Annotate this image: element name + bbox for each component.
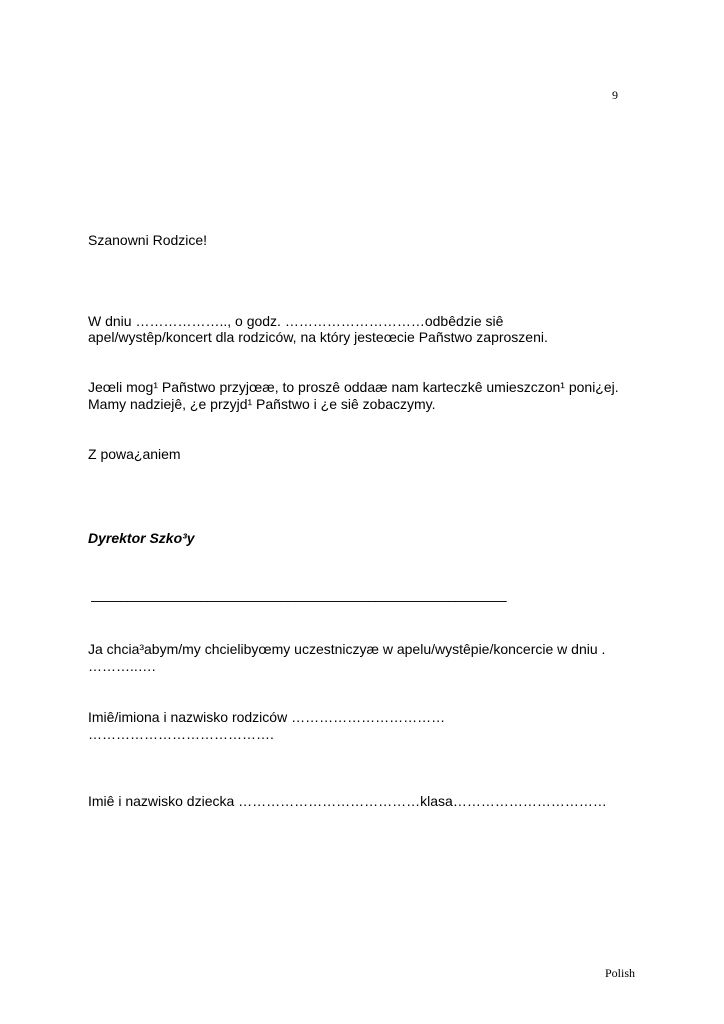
page-number: 9 [612, 88, 618, 102]
invitation-line-2: apel/wystêp/koncert dla rodziców, na który jesteœcie Pañstwo zaproszeni. [88, 329, 548, 345]
attendance-line-2: ………..…. [88, 658, 156, 674]
request-line-2: Mamy nadziejê, ¿e przyjd¹ Pañstwo i ¿e siê zobaczymy. [88, 396, 436, 412]
request-line-1: Jeœli mog¹ Pañstwo przyjœæ, to proszê oddaæ nam karteczkê umieszczon¹ poni¿ej. [88, 379, 619, 395]
child-name-class-line: Imiê i nazwisko dziecka …………………………………klasa…………………………… [88, 793, 607, 809]
footer-language: Polish [605, 966, 636, 980]
attendance-line-1: Ja chcia³abym/my chcielibyœmy uczestniczyæ w apelu/wystêpie/koncercie w dniu . [88, 641, 606, 657]
invitation-line-1: W dniu ……………….., o godz. …………………………odbêdzie siê [88, 313, 504, 329]
cut-line: ––––––––––––––––––––––––––––––––––––––––––––––––––––––––– [91, 592, 507, 608]
greeting: Szanowni Rodzice! [88, 232, 208, 248]
parents-name-line-2: …………………………………. [88, 726, 274, 742]
parents-name-line-1: Imiê/imiona i nazwisko rodziców …………………………… [88, 709, 446, 725]
signature: Dyrektor Szko³y [88, 530, 195, 546]
closing: Z powa¿aniem [88, 446, 181, 462]
